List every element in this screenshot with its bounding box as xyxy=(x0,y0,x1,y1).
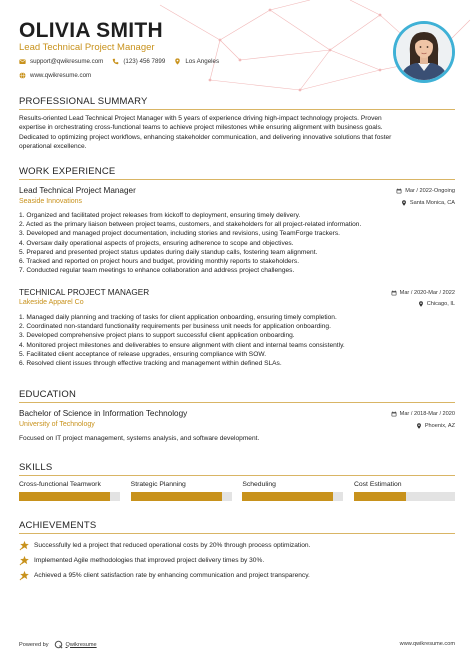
email-text: support@qwikresume.com xyxy=(30,58,104,65)
list-item: 3. Developed and managed project documentation, including stories and revisions, using TeamForge trackers. xyxy=(19,230,340,238)
website-item[interactable] xyxy=(19,72,91,79)
website-row xyxy=(19,72,100,79)
experience-heading: WORK EXPERIENCE xyxy=(19,166,116,177)
job-dates-text: Mar / 2022-Ongoing xyxy=(405,188,455,194)
profile-photo xyxy=(396,24,452,80)
summary-line: operational excellence. xyxy=(19,143,87,151)
location-item xyxy=(174,58,219,65)
company-name: Seaside Innovations xyxy=(19,198,83,205)
job-title: TECHNICAL PROJECT MANAGER xyxy=(19,288,150,297)
phone-icon xyxy=(112,58,119,65)
globe-icon xyxy=(19,72,26,79)
summary-line: expertise in orchestrating cross-functional teams to achieve project milestones while ensuring alignment with business goals. xyxy=(19,124,383,132)
skill-fill xyxy=(242,492,333,501)
skills-divider xyxy=(19,475,455,476)
summary-heading: PROFESSIONAL SUMMARY xyxy=(19,96,148,107)
skill-fill xyxy=(131,492,222,501)
skill-bar xyxy=(131,492,232,501)
calendar-icon xyxy=(391,411,397,417)
skills-row xyxy=(19,481,455,501)
map-pin-icon xyxy=(416,423,422,429)
candidate-name: OLIVIA SMITH xyxy=(19,19,163,42)
education-divider xyxy=(19,402,455,403)
list-item: 6. Tracked and reported on project hours and budget, providing monthly reports to stakeholders. xyxy=(19,258,300,266)
summary-line: Dedicated to optimizing project workflows, enhancing stakeholder communication, and delivering innovative solutions that foster xyxy=(19,133,392,141)
skill-fill xyxy=(354,492,407,501)
achievement-text: Achieved a 95% client satisfaction rate by enhancing communication and project transparency. xyxy=(34,572,310,579)
achievements-heading: ACHIEVEMENTS xyxy=(19,520,97,531)
list-item: 4. Monitored project milestones and deliverables to ensure alignment with client and internal teams consistently. xyxy=(19,341,345,349)
contact-row xyxy=(19,58,228,65)
achievement-text: Successfully led a project that reduced operational costs by 20% through process optimization. xyxy=(34,542,311,549)
job-dates-text: Mar / 2020-Mar / 2022 xyxy=(399,290,455,296)
skill-item xyxy=(131,481,232,501)
list-item: 5. Facilitated client acceptance of release upgrades, ensuring compliance with SOW. xyxy=(19,350,267,358)
education-location xyxy=(416,423,455,429)
job-dates xyxy=(391,290,455,296)
avatar-portrait xyxy=(396,24,452,80)
list-item: 7. Conducted regular team meetings to enhance collaboration and address project challenges. xyxy=(19,267,295,275)
email-item[interactable] xyxy=(19,58,103,65)
skill-label: Cross-functional Teamwork xyxy=(19,481,101,488)
website-text: www.qwikresume.com xyxy=(30,72,92,79)
achievement-item xyxy=(19,570,310,581)
brand-link[interactable]: Qwikresume xyxy=(65,641,97,648)
degree-title: Bachelor of Science in Information Technology xyxy=(19,409,188,418)
achievements-divider xyxy=(19,533,455,534)
skill-label: Strategic Planning xyxy=(130,481,186,488)
summary-text xyxy=(19,114,457,152)
skill-item xyxy=(354,481,455,501)
phone-item[interactable] xyxy=(112,58,165,65)
achievement-item xyxy=(19,540,310,551)
footer-website[interactable]: www.qwikresume.com xyxy=(399,641,455,647)
list-item: 3. Developed comprehensive project plans to support successful client application onboarding. xyxy=(19,332,295,340)
education-note: Focused on IT project management, systems analysis, and software development. xyxy=(19,435,260,442)
envelope-icon xyxy=(19,58,26,65)
list-item: 5. Prepared and presented project status updates during daily standup calls, fostering team alignment. xyxy=(19,248,318,256)
location-text: Los Angeles xyxy=(185,58,220,65)
school-name: University of Technology xyxy=(19,421,95,428)
job-bullets xyxy=(19,211,459,275)
list-item: 2. Acted as the primary liaison between project teams, customers, and stakeholders for all project-related information. xyxy=(19,221,362,229)
map-pin-icon xyxy=(174,58,181,65)
calendar-icon xyxy=(391,290,397,296)
candidate-role: Lead Technical Project Manager xyxy=(19,42,155,53)
skills-heading: SKILLS xyxy=(19,462,53,473)
summary-line: Results-oriented Lead Technical Project Manager with 5 years of experience driving high-impact technology projects. Proven xyxy=(19,115,382,122)
footer-powered-by xyxy=(19,640,97,649)
calendar-icon xyxy=(396,188,402,194)
list-item: 4. Oversaw daily operational aspects of projects, ensuring adherence to scope and objectives. xyxy=(19,239,294,247)
list-item: 2. Coordinated non-standard functionality requirements per business unit needs for application onboarding. xyxy=(19,323,331,331)
skill-bar xyxy=(354,492,455,501)
job-location xyxy=(418,301,455,307)
phone-text: (123) 456 7899 xyxy=(123,58,166,65)
skill-bar xyxy=(19,492,120,501)
job-dates xyxy=(396,188,455,194)
skill-label: Scheduling xyxy=(242,481,276,488)
job-location xyxy=(401,200,455,206)
list-item: 6. Resolved client issues through effective tracking and management within defined SLAs. xyxy=(19,360,282,368)
star-badge-icon xyxy=(19,540,30,551)
star-badge-icon xyxy=(19,570,30,581)
achievement-text: Implemented Agile methodologies that improved project delivery times by 30%. xyxy=(34,557,265,564)
skill-item xyxy=(242,481,343,501)
skill-bar xyxy=(242,492,343,501)
skill-fill xyxy=(19,492,110,501)
education-location-text: Phoenix, AZ xyxy=(424,423,455,429)
job-title: Lead Technical Project Manager xyxy=(19,186,136,195)
education-dates xyxy=(391,411,455,417)
job-bullets xyxy=(19,313,459,368)
list-item: 1. Organized and facilitated project releases from kickoff to deployment, ensuring timely delivery. xyxy=(19,212,301,219)
achievement-item xyxy=(19,555,264,566)
map-pin-icon xyxy=(418,301,424,307)
job-location-text: Chicago, IL xyxy=(426,301,455,307)
qwikresume-logo-icon xyxy=(54,640,63,649)
list-item: 1. Managed daily planning and tracking of tasks for client application onboarding, ensuring timely completion. xyxy=(19,314,337,321)
education-heading: EDUCATION xyxy=(19,389,77,400)
job-location-text: Santa Monica, CA xyxy=(409,200,455,206)
education-dates-text: Mar / 2018-Mar / 2020 xyxy=(399,411,455,417)
powered-by-text: Powered by xyxy=(19,641,49,648)
skill-item xyxy=(19,481,120,501)
star-badge-icon xyxy=(19,555,30,566)
company-name: Lakeside Apparel Co xyxy=(19,299,84,306)
summary-divider xyxy=(19,109,455,110)
map-pin-icon xyxy=(401,200,407,206)
skill-label: Cost Estimation xyxy=(353,481,402,488)
experience-divider xyxy=(19,179,455,180)
